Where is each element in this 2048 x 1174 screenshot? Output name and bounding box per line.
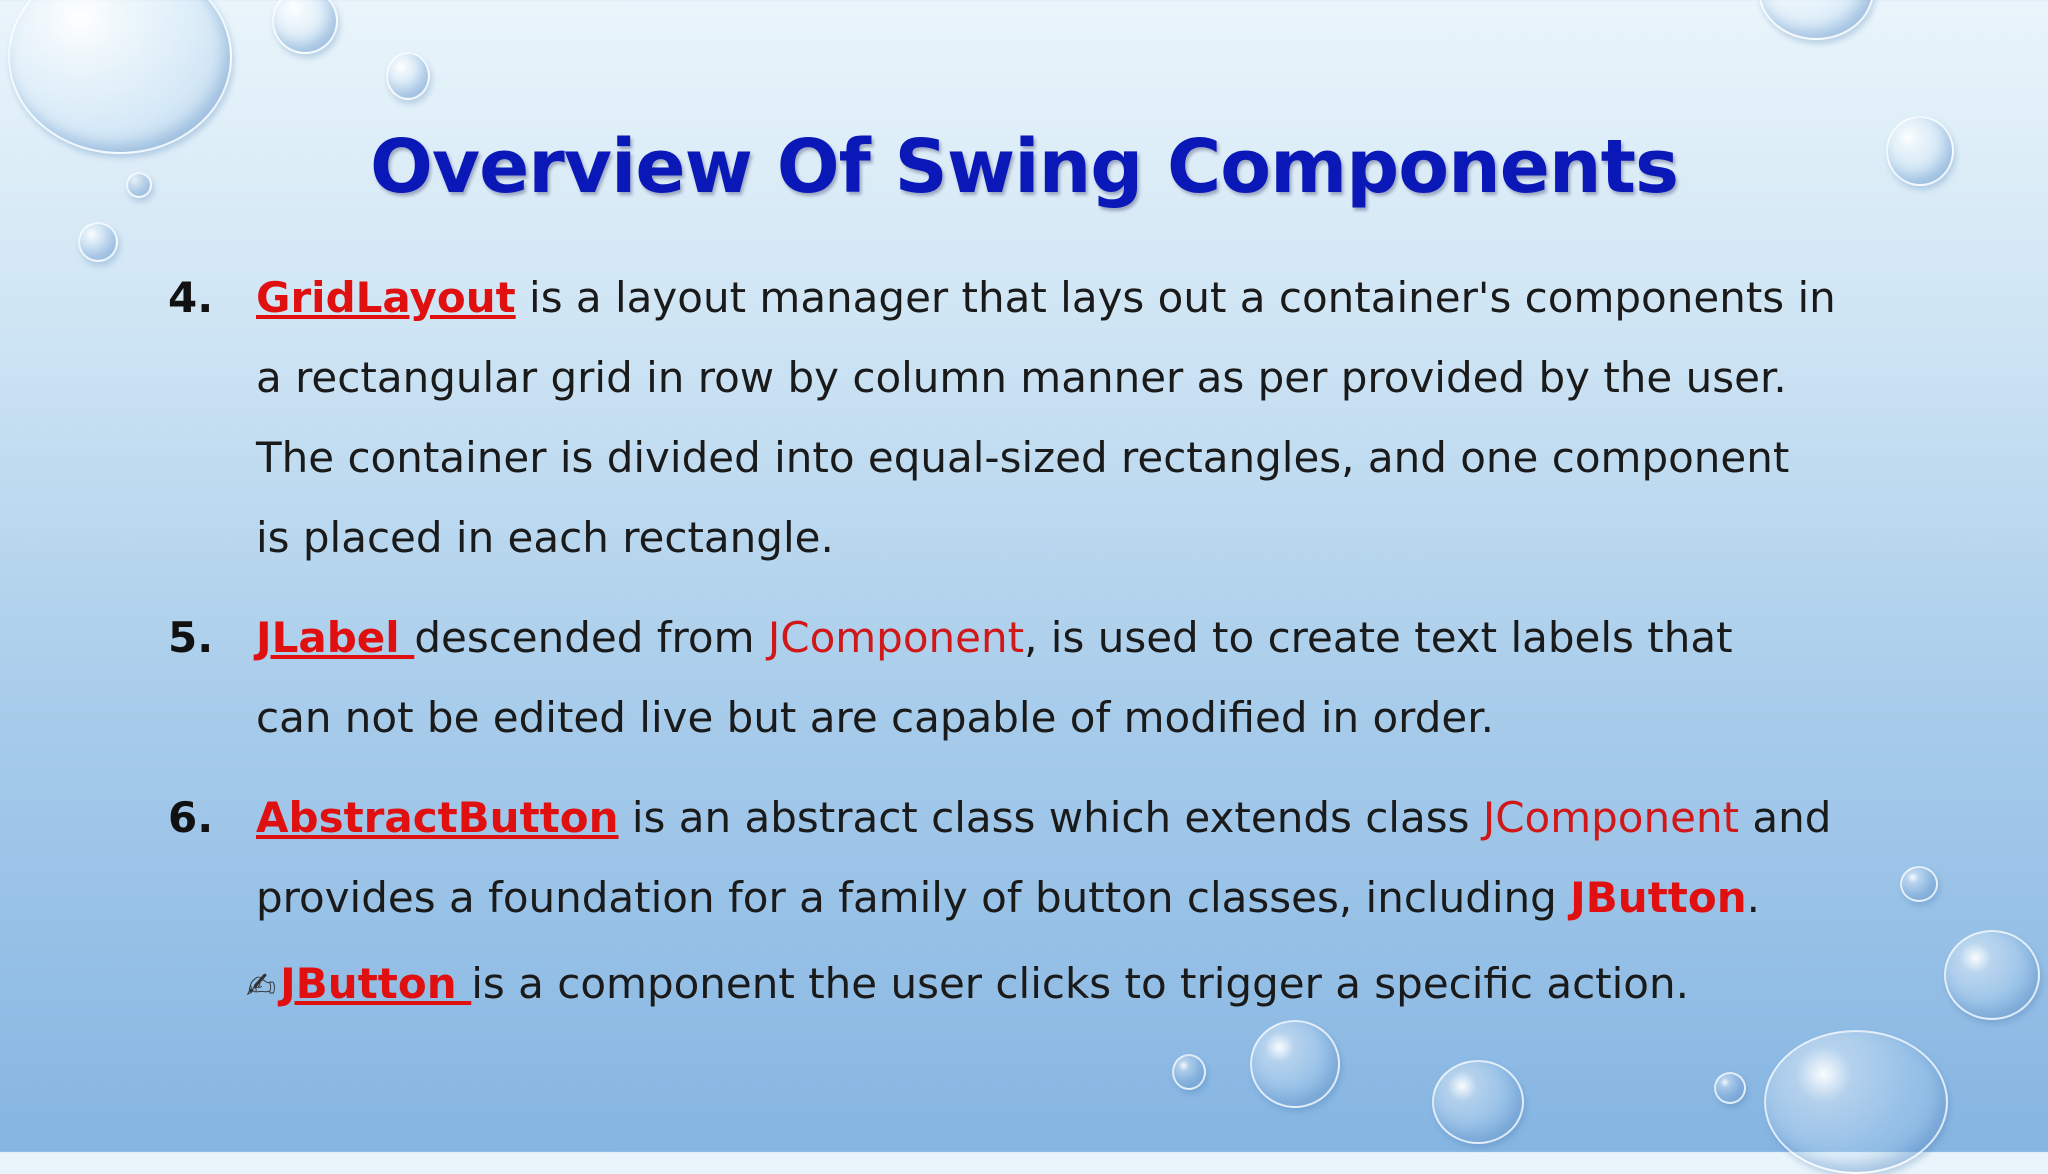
gridlayout-link[interactable]: GridLayout	[256, 273, 516, 322]
list-item	[168, 778, 1908, 938]
water-drop-icon	[386, 52, 430, 100]
item-line: is placed in each rectangle.	[256, 513, 834, 562]
list-item	[168, 258, 1908, 578]
item-line: The container is divided into equal-sized rectangles, and one component	[256, 433, 1790, 482]
item-line	[256, 598, 1908, 678]
water-drop-icon	[1944, 930, 2040, 1020]
water-drop-icon	[78, 222, 118, 262]
item-text: is a layout manager that lays out a container's components in	[515, 273, 1836, 322]
water-drop-icon	[1432, 1060, 1524, 1144]
item-line	[256, 258, 1908, 338]
item-line	[256, 778, 1908, 858]
jcomponent-keyword: JComponent	[767, 613, 1025, 662]
water-drop-icon	[272, 0, 338, 54]
jbutton-keyword: JButton	[1570, 873, 1747, 922]
item-text: , is used to create text labels that	[1024, 613, 1733, 662]
sub-item-text: is a component the user clicks to trigger a specific action.	[471, 959, 1689, 1008]
jlabel-link[interactable]: JLabel	[256, 613, 415, 662]
item-text: provides a foundation for a family of button classes, including	[256, 873, 1571, 922]
item-text: and	[1739, 793, 1832, 842]
list-item	[168, 598, 1908, 758]
item-line: can not be edited live but are capable of modified in order.	[256, 693, 1494, 742]
water-drop-icon	[1764, 1030, 1948, 1174]
item-line: a rectangular grid in row by column manner as per provided by the user.	[256, 353, 1787, 402]
water-drop-icon	[1758, 0, 1874, 40]
component-list	[168, 258, 1908, 958]
sub-item	[246, 944, 1689, 1027]
water-drop-icon	[1714, 1072, 1746, 1104]
slide-title: Overview Of Swing Components	[369, 124, 1679, 210]
item-number: 5.	[168, 613, 214, 662]
water-drop-icon	[1172, 1054, 1206, 1090]
item-number: 6.	[168, 793, 214, 842]
jcomponent-keyword: JComponent	[1482, 793, 1740, 842]
abstractbutton-link[interactable]: AbstractButton	[256, 793, 619, 842]
item-text: descended from	[414, 613, 768, 662]
item-line	[256, 858, 1908, 938]
water-drop-icon	[1250, 1020, 1340, 1108]
writing-hand-icon: ✍	[246, 966, 277, 1007]
jbutton-link[interactable]: JButton	[280, 959, 472, 1008]
item-text: .	[1746, 873, 1760, 922]
item-text: is an abstract class which extends class	[618, 793, 1483, 842]
item-number: 4.	[168, 273, 214, 322]
